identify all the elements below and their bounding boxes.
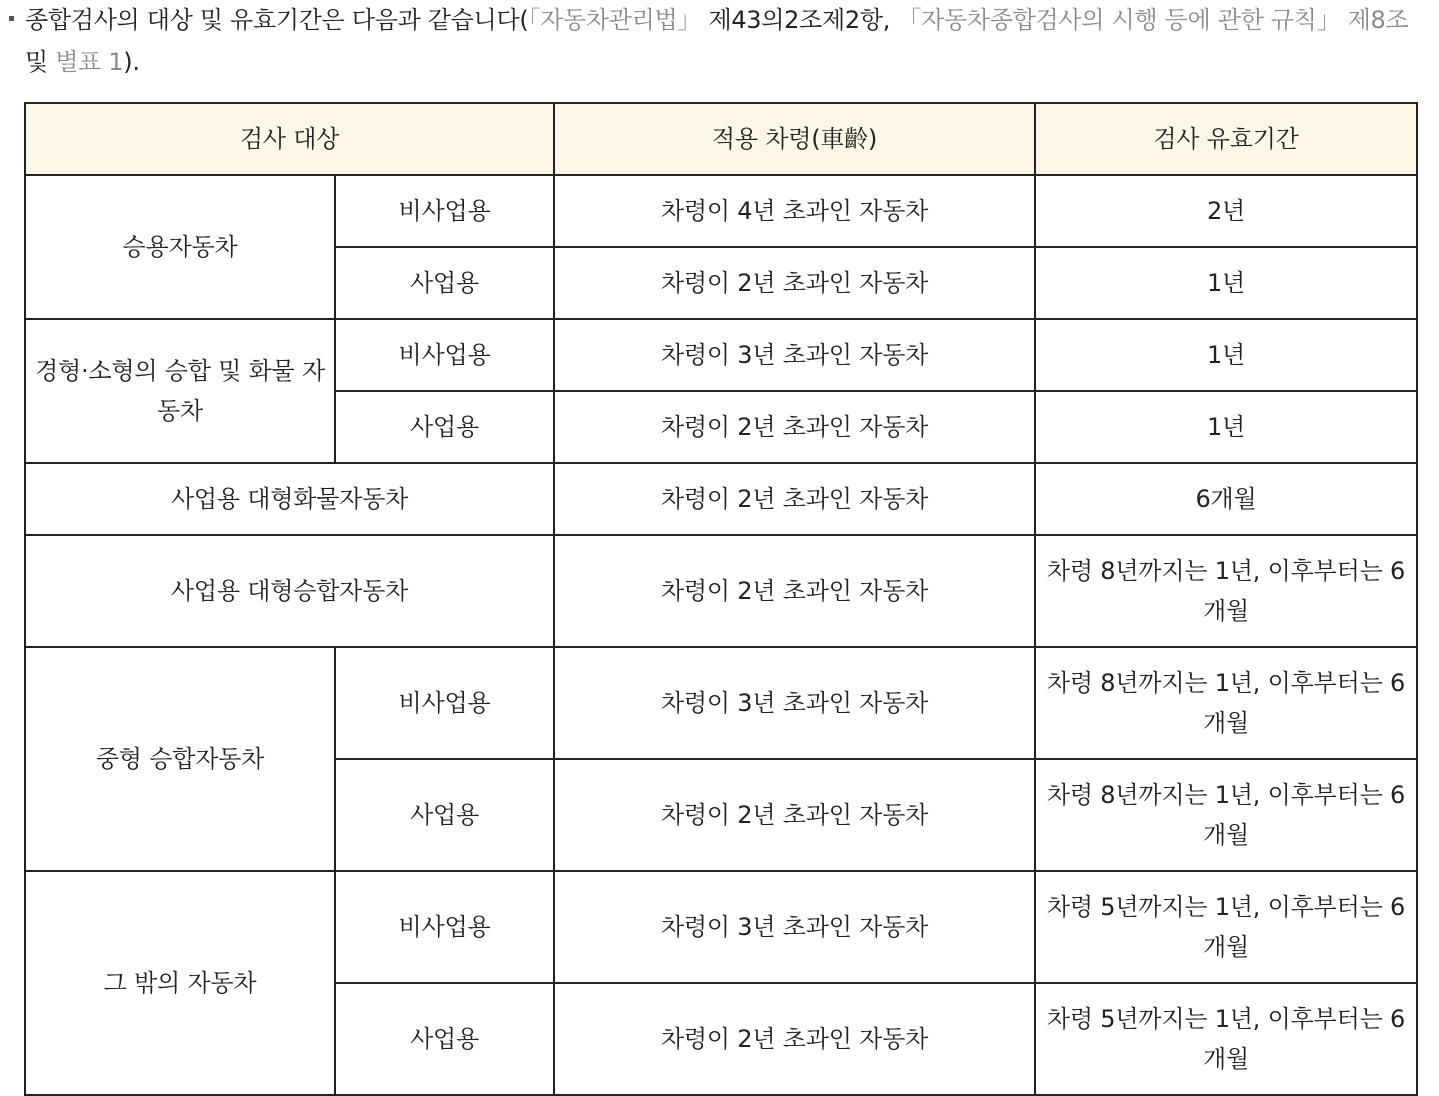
period-cell: 차령 8년까지는 1년, 이후부터는 6개월 — [1035, 759, 1417, 871]
age-cell: 차령이 2년 초과인 자동차 — [554, 535, 1035, 647]
age-cell: 차령이 2년 초과인 자동차 — [554, 247, 1035, 319]
group-cell: 사업용 대형승합자동차 — [25, 535, 554, 647]
intro-paragraph — [0, 0, 1439, 92]
inspection-table — [24, 102, 1418, 1096]
age-cell: 차령이 3년 초과인 자동차 — [554, 871, 1035, 983]
age-cell: 차령이 4년 초과인 자동차 — [554, 175, 1035, 247]
period-cell: 차령 5년까지는 1년, 이후부터는 6개월 — [1035, 871, 1417, 983]
period-cell: 차령 5년까지는 1년, 이후부터는 6개월 — [1035, 983, 1417, 1095]
table-header-row — [25, 103, 1417, 175]
table-row — [25, 647, 1417, 759]
table-row — [25, 319, 1417, 391]
usage-cell: 사업용 — [335, 391, 554, 463]
group-cell: 중형 승합자동차 — [25, 647, 335, 871]
period-cell: 차령 8년까지는 1년, 이후부터는 6개월 — [1035, 535, 1417, 647]
usage-cell: 비사업용 — [335, 175, 554, 247]
usage-cell: 비사업용 — [335, 319, 554, 391]
table-row — [25, 175, 1417, 247]
group-cell: 경형·소형의 승합 및 화물 자동차 — [25, 319, 335, 463]
group-cell: 그 밖의 자동차 — [25, 871, 335, 1095]
usage-cell: 비사업용 — [335, 871, 554, 983]
age-cell: 차령이 2년 초과인 자동차 — [554, 391, 1035, 463]
age-cell: 차령이 2년 초과인 자동차 — [554, 463, 1035, 535]
bullet-marker — [9, 16, 14, 21]
group-cell: 사업용 대형화물자동차 — [25, 463, 554, 535]
intro-text — [25, 0, 1429, 83]
table-row — [25, 871, 1417, 983]
usage-cell: 사업용 — [335, 759, 554, 871]
usage-cell: 비사업용 — [335, 647, 554, 759]
period-cell: 차령 8년까지는 1년, 이후부터는 6개월 — [1035, 647, 1417, 759]
period-cell: 1년 — [1035, 319, 1417, 391]
period-cell: 6개월 — [1035, 463, 1417, 535]
intro-text-part: 및 — [25, 48, 56, 76]
intro-text-part: 종합검사의 대상 및 유효기간은 다음과 같습니다( — [25, 6, 529, 34]
age-cell: 차령이 2년 초과인 자동차 — [554, 983, 1035, 1095]
law-link-appendix-1[interactable]: 별표 1 — [55, 48, 124, 76]
period-cell: 1년 — [1035, 391, 1417, 463]
usage-cell: 사업용 — [335, 983, 554, 1095]
law-link-inspection-rule[interactable]: 「자동차종합검사의 시행 등에 관한 규칙」 제8조 — [897, 6, 1409, 34]
group-cell: 승용자동차 — [25, 175, 335, 319]
header-target: 검사 대상 — [25, 103, 554, 175]
usage-cell: 사업용 — [335, 247, 554, 319]
age-cell: 차령이 3년 초과인 자동차 — [554, 647, 1035, 759]
intro-text-part: 제43의2조제2항, — [701, 6, 898, 34]
period-cell: 1년 — [1035, 247, 1417, 319]
table-row — [25, 463, 1417, 535]
table-row — [25, 535, 1417, 647]
law-link-motor-vehicle-act[interactable]: 「자동차관리법」 — [528, 6, 702, 34]
intro-text-part: ). — [123, 48, 140, 76]
period-cell: 2년 — [1035, 175, 1417, 247]
age-cell: 차령이 3년 초과인 자동차 — [554, 319, 1035, 391]
age-cell: 차령이 2년 초과인 자동차 — [554, 759, 1035, 871]
header-vehicle-age: 적용 차령(車齡) — [554, 103, 1035, 175]
header-valid-period: 검사 유효기간 — [1035, 103, 1417, 175]
